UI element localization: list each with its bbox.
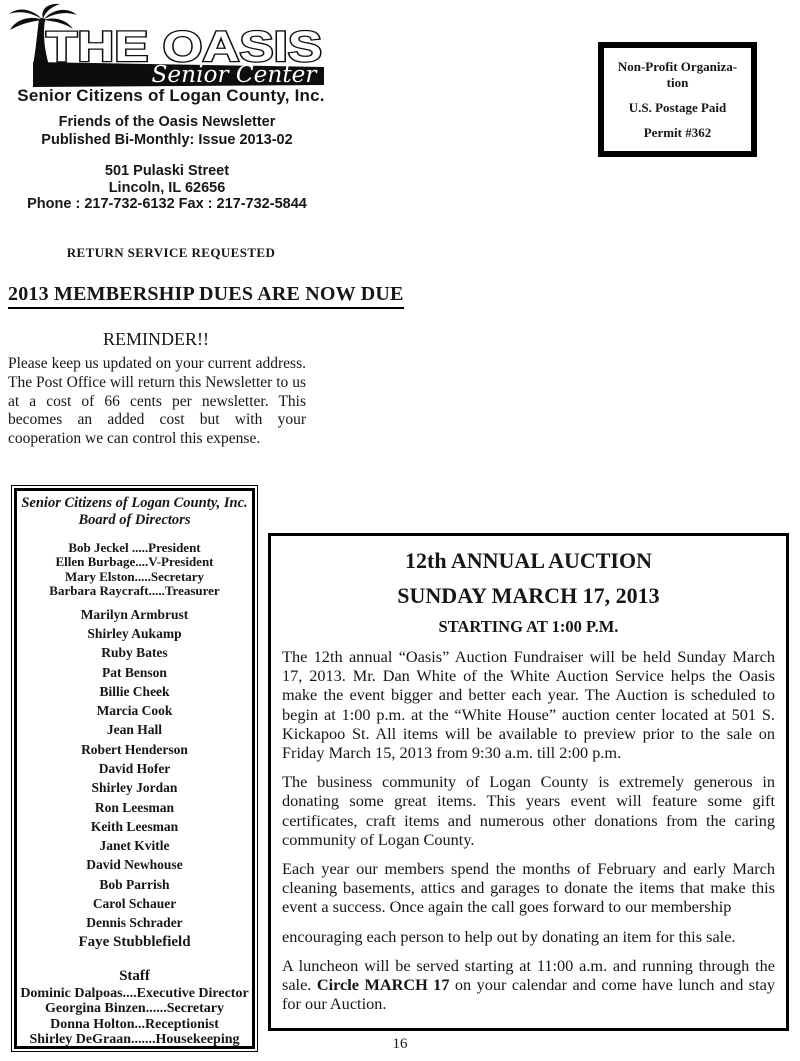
postage-permit-box <box>598 42 757 157</box>
auction-date: SUNDAY MARCH 17, 2013 <box>397 583 660 608</box>
board-member: Pat Benson <box>102 664 167 680</box>
auction-title: 12th ANNUAL AUCTION <box>405 548 652 573</box>
masthead <box>0 113 334 213</box>
board-member: Janet Kvitle <box>99 838 170 854</box>
staff-title: Staff <box>119 967 150 984</box>
board-member: Bob Parrish <box>99 876 170 892</box>
board-member: Keith Leesman <box>90 818 179 834</box>
address-street: 501 Pulaski Street <box>104 163 230 179</box>
stamp-line-1: Non-Profit Organiza- <box>617 58 738 74</box>
board-member: David Newhouse <box>86 857 183 873</box>
phone-fax-line: Phone : 217-732-6132 Fax : 217-732-5844 <box>27 196 307 212</box>
staff-secretary: Georgina Binzen......Secretary <box>45 1001 224 1017</box>
oasis-logo-art <box>6 3 336 87</box>
board-member: Dennis Schrader <box>86 915 183 931</box>
logo-title: THE OASIS <box>46 23 322 71</box>
newsletter-name: Friends of the Oasis Newsletter <box>58 114 276 130</box>
board-member: Robert Henderson <box>81 741 188 757</box>
staff-list <box>17 986 252 1048</box>
officer-treasurer: Barbara Raycraft.....Treasurer <box>49 583 220 599</box>
stamp-line-2: tion <box>666 74 689 90</box>
officer-secretary: Mary Elston.....Secretary <box>64 568 205 584</box>
dues-paragraph: Please keep us updated on your current address. The Post Office will return this Newsletter to us at a cost of 66 cents per newsletter. This becomes an added cost but with your cooperation we can control this expense. <box>8 355 306 448</box>
address-city: Lincoln, IL 62656 <box>108 179 226 196</box>
reminder-heading: REMINDER!! <box>103 329 209 349</box>
board-member: Jean Hall <box>106 722 163 738</box>
logo-banner-text: Senior Center <box>151 62 319 87</box>
issue-line: Published Bi-Monthly: Issue 2013-02 <box>41 132 293 148</box>
auction-paragraph-5 <box>282 956 775 1014</box>
board-member: Shirley Jordan <box>91 780 178 796</box>
auction-start-time: STARTING AT 1:00 P.M. <box>438 617 619 636</box>
auction-paragraph-2: The business community of Logan County is extremely generous in donating some great items. This years event will feature some gift certificates, craft items and numerous other donations from the caring community of Logan County. <box>282 772 775 849</box>
board-member: David Hofer <box>98 761 171 776</box>
staff-executive-director: Dominic Dalpoas....Executive Director <box>20 985 249 1001</box>
board-member: Billie Cheek <box>99 683 170 699</box>
auction-paragraph-3: Each year our members spend the months of February and early March cleaning basements, attics and garages to donate the items that make this event a success. Once again the call goes forward to our membership <box>282 859 775 917</box>
officer-president: Bob Jeckel .....President <box>68 540 201 555</box>
auction-paragraph-4: encouraging each person to help out by donating an item for this sale. <box>282 926 736 946</box>
board-member: Faye Stubblefield <box>78 933 191 950</box>
staff-receptionist: Donna Holton...Receptionist <box>50 1016 219 1032</box>
officer-vpresident: Ellen Burbage....V-President <box>55 554 214 570</box>
board-member: Ron Leesman <box>94 799 175 815</box>
stamp-line-4: Permit #362 <box>643 124 712 140</box>
board-member: Shirley Aukamp <box>87 625 182 641</box>
oasis-logo <box>6 3 336 87</box>
auction-article-box <box>268 533 789 1031</box>
dues-heading: 2013 MEMBERSHIP DUES ARE NOW DUE <box>8 283 404 309</box>
page-number: 16 <box>392 1036 408 1052</box>
board-title-org: Senior Citizens of Logan County, Inc. <box>21 495 248 511</box>
auction-p5-text: A luncheon will be served starting at 11:00 a.m. and running through the sale. <box>282 955 775 995</box>
logo-org-line: Senior Citizens of Logan County, Inc. <box>17 86 325 105</box>
board-member: Carol Schauer <box>92 896 177 912</box>
auction-circle-date: Circle MARCH 17 <box>316 975 450 995</box>
board-member: Marilyn Armbrust <box>80 606 189 622</box>
stamp-line-3: U.S. Postage Paid <box>628 99 727 115</box>
board-members-list <box>17 605 252 952</box>
board-member: Ruby Bates <box>101 645 168 661</box>
auction-p5-text-end: on your calendar and come have lunch and stay for our Auction. <box>282 975 776 1014</box>
board-of-directors-box <box>14 488 255 1049</box>
return-service-line: RETURN SERVICE REQUESTED <box>66 245 276 260</box>
auction-paragraph-1: The 12th annual “Oasis” Auction Fundraiser will be held Sunday March 17, 2013. Mr. Dan White of the White Auction Service helps the Oasis make the event bigger and better each year. The Auction is scheduled to begin at 1:00 p.m. at the “White House” auction center located at 501 S. Kickapoo St. All items will be available to preview prior to the sale on Friday March 15, 2013 from 9:30 a.m. till 2:00 p.m. <box>282 647 775 763</box>
board-member: Marcia Cook <box>96 703 173 719</box>
board-officers <box>17 541 252 599</box>
staff-housekeeping: Shirley DeGraan.......Housekeeping <box>29 1032 240 1048</box>
board-title: Board of Directors <box>78 512 191 528</box>
